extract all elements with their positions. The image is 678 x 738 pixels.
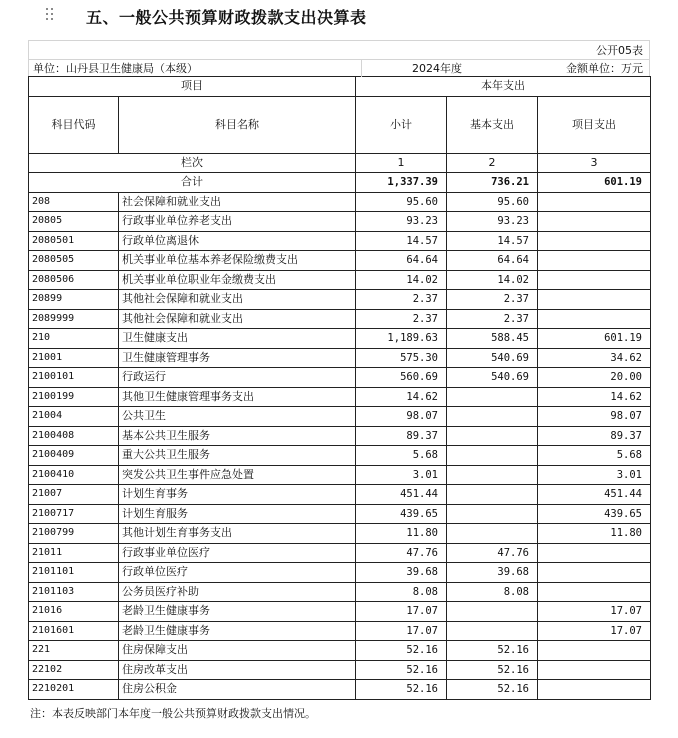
report-info-row — [28, 59, 650, 76]
row-subtotal: 14.62 — [356, 387, 447, 407]
header-project: 项目支出 — [538, 96, 651, 153]
row-project: 89.37 — [538, 426, 651, 446]
row-name: 其他计划生育事务支出 — [119, 524, 356, 544]
row-basic: 588.45 — [447, 329, 538, 349]
header-basic: 基本支出 — [447, 96, 538, 153]
row-basic: 64.64 — [447, 251, 538, 271]
row-subtotal: 64.64 — [356, 251, 447, 271]
row-project: 20.00 — [538, 368, 651, 388]
row-name: 卫生健康支出 — [119, 329, 356, 349]
row-project — [538, 660, 651, 680]
row-subtotal: 451.44 — [356, 485, 447, 505]
table-row — [29, 348, 651, 368]
page-title: 五、一般公共预算财政拨款支出决算表 — [86, 8, 367, 27]
total-row — [29, 173, 651, 193]
table-row — [29, 602, 651, 622]
header-current-year: 本年支出 — [356, 77, 651, 97]
row-code: 2100199 — [29, 387, 119, 407]
header-code: 科目代码 — [29, 96, 119, 153]
row-project: 3.01 — [538, 465, 651, 485]
row-basic — [447, 524, 538, 544]
row-name: 计划生育服务 — [119, 504, 356, 524]
row-code: 2089999 — [29, 309, 119, 329]
row-basic — [447, 407, 538, 427]
column-number-label: 栏次 — [29, 153, 356, 173]
row-subtotal: 8.08 — [356, 582, 447, 602]
row-code: 2101601 — [29, 621, 119, 641]
table-row — [29, 192, 651, 212]
column-number-2: 2 — [447, 153, 538, 173]
row-name: 住房保障支出 — [119, 641, 356, 661]
row-code: 210 — [29, 329, 119, 349]
row-basic — [447, 504, 538, 524]
row-code: 2080506 — [29, 270, 119, 290]
row-name: 公务员医疗补助 — [119, 582, 356, 602]
row-subtotal: 11.80 — [356, 524, 447, 544]
row-name: 卫生健康管理事务 — [119, 348, 356, 368]
row-subtotal: 98.07 — [356, 407, 447, 427]
column-number-1: 1 — [356, 153, 447, 173]
row-basic: 8.08 — [447, 582, 538, 602]
table-row — [29, 524, 651, 544]
row-code: 21011 — [29, 543, 119, 563]
row-basic: 540.69 — [447, 368, 538, 388]
table-row — [29, 465, 651, 485]
table-row — [29, 543, 651, 563]
row-subtotal: 17.07 — [356, 602, 447, 622]
row-project: 34.62 — [538, 348, 651, 368]
row-project: 439.65 — [538, 504, 651, 524]
row-subtotal: 47.76 — [356, 543, 447, 563]
row-subtotal: 439.65 — [356, 504, 447, 524]
row-code: 21016 — [29, 602, 119, 622]
column-number-row — [29, 153, 651, 173]
row-code: 2210201 — [29, 680, 119, 700]
row-subtotal: 17.07 — [356, 621, 447, 641]
row-name: 社会保障和就业支出 — [119, 192, 356, 212]
row-name: 老龄卫生健康事务 — [119, 602, 356, 622]
row-project: 451.44 — [538, 485, 651, 505]
row-basic — [447, 446, 538, 466]
row-name: 重大公共卫生服务 — [119, 446, 356, 466]
row-subtotal: 1,189.63 — [356, 329, 447, 349]
row-name: 住房改革支出 — [119, 660, 356, 680]
row-project — [538, 582, 651, 602]
row-code: 2101103 — [29, 582, 119, 602]
table-row — [29, 446, 651, 466]
row-basic: 93.23 — [447, 212, 538, 232]
table-row — [29, 212, 651, 232]
header-row-2 — [29, 96, 651, 153]
row-code: 2080501 — [29, 231, 119, 251]
row-code: 2080505 — [29, 251, 119, 271]
row-code: 20899 — [29, 290, 119, 310]
row-name: 公共卫生 — [119, 407, 356, 427]
row-name: 行政事业单位养老支出 — [119, 212, 356, 232]
row-code: 2100799 — [29, 524, 119, 544]
row-project: 601.19 — [538, 329, 651, 349]
header-row-1 — [29, 77, 651, 97]
row-project: 11.80 — [538, 524, 651, 544]
expenditure-table — [28, 76, 651, 700]
table-row — [29, 563, 651, 583]
header-subtotal: 小计 — [356, 96, 447, 153]
table-row — [29, 680, 651, 700]
table-row — [29, 485, 651, 505]
table-row — [29, 660, 651, 680]
table-row — [29, 582, 651, 602]
table-row — [29, 290, 651, 310]
table-row — [29, 407, 651, 427]
row-name: 行政事业单位医疗 — [119, 543, 356, 563]
total-subtotal: 1,337.39 — [356, 173, 447, 193]
row-name: 基本公共卫生服务 — [119, 426, 356, 446]
row-code: 208 — [29, 192, 119, 212]
row-project — [538, 270, 651, 290]
table-note: 注：本表反映部门本年度一般公共预算财政拨款支出情况。 — [30, 707, 316, 720]
row-name: 机关事业单位基本养老保险缴费支出 — [119, 251, 356, 271]
row-basic: 39.68 — [447, 563, 538, 583]
row-name: 其他社会保障和就业支出 — [119, 309, 356, 329]
row-subtotal: 2.37 — [356, 290, 447, 310]
row-code: 2100409 — [29, 446, 119, 466]
row-project: 5.68 — [538, 446, 651, 466]
table-row — [29, 270, 651, 290]
row-subtotal: 14.02 — [356, 270, 447, 290]
row-code: 2100410 — [29, 465, 119, 485]
row-basic — [447, 485, 538, 505]
row-project — [538, 251, 651, 271]
row-basic: 540.69 — [447, 348, 538, 368]
header-name: 科目名称 — [119, 96, 356, 153]
drag-handle-icon[interactable] — [46, 8, 56, 24]
row-code: 2101101 — [29, 563, 119, 583]
row-subtotal: 2.37 — [356, 309, 447, 329]
row-name: 计划生育事务 — [119, 485, 356, 505]
row-basic — [447, 621, 538, 641]
row-name: 住房公积金 — [119, 680, 356, 700]
table-row — [29, 309, 651, 329]
row-project — [538, 543, 651, 563]
table-row — [29, 621, 651, 641]
row-subtotal: 89.37 — [356, 426, 447, 446]
row-code: 21007 — [29, 485, 119, 505]
row-basic: 95.60 — [447, 192, 538, 212]
row-basic: 2.37 — [447, 290, 538, 310]
row-subtotal: 14.57 — [356, 231, 447, 251]
row-code: 21001 — [29, 348, 119, 368]
row-name: 行政单位离退休 — [119, 231, 356, 251]
row-project — [538, 212, 651, 232]
row-project: 17.07 — [538, 602, 651, 622]
row-code: 20805 — [29, 212, 119, 232]
row-name: 其他社会保障和就业支出 — [119, 290, 356, 310]
row-code: 22102 — [29, 660, 119, 680]
row-name: 突发公共卫生事件应急处置 — [119, 465, 356, 485]
table-row — [29, 641, 651, 661]
row-basic: 2.37 — [447, 309, 538, 329]
row-subtotal: 39.68 — [356, 563, 447, 583]
row-basic: 52.16 — [447, 660, 538, 680]
table-body — [29, 192, 651, 699]
row-project — [538, 309, 651, 329]
row-name: 行政运行 — [119, 368, 356, 388]
row-code: 2100717 — [29, 504, 119, 524]
row-basic: 14.57 — [447, 231, 538, 251]
row-project — [538, 641, 651, 661]
total-basic: 736.21 — [447, 173, 538, 193]
row-code: 2100408 — [29, 426, 119, 446]
header-item: 项目 — [29, 77, 356, 97]
row-subtotal: 560.69 — [356, 368, 447, 388]
table-row — [29, 426, 651, 446]
row-name: 行政单位医疗 — [119, 563, 356, 583]
row-name: 老龄卫生健康事务 — [119, 621, 356, 641]
row-subtotal: 93.23 — [356, 212, 447, 232]
report-sheet — [28, 40, 650, 700]
row-subtotal: 52.16 — [356, 641, 447, 661]
row-code: 2100101 — [29, 368, 119, 388]
row-basic — [447, 465, 538, 485]
column-number-3: 3 — [538, 153, 651, 173]
table-row — [29, 251, 651, 271]
row-project — [538, 231, 651, 251]
unit-label: 单位：山丹县卫生健康局（本级） — [33, 62, 198, 75]
row-project — [538, 680, 651, 700]
row-basic — [447, 602, 538, 622]
row-name: 机关事业单位职业年金缴费支出 — [119, 270, 356, 290]
row-basic — [447, 426, 538, 446]
row-basic: 52.16 — [447, 680, 538, 700]
row-basic: 14.02 — [447, 270, 538, 290]
report-year: 2024年度 — [361, 60, 512, 77]
row-name: 其他卫生健康管理事务支出 — [119, 387, 356, 407]
row-basic: 52.16 — [447, 641, 538, 661]
table-row — [29, 368, 651, 388]
row-project — [538, 192, 651, 212]
row-code: 21004 — [29, 407, 119, 427]
row-project — [538, 563, 651, 583]
row-subtotal: 95.60 — [356, 192, 447, 212]
row-subtotal: 5.68 — [356, 446, 447, 466]
row-subtotal: 3.01 — [356, 465, 447, 485]
row-project: 17.07 — [538, 621, 651, 641]
row-subtotal: 575.30 — [356, 348, 447, 368]
table-row — [29, 504, 651, 524]
money-unit: 金额单位：万元 — [566, 62, 643, 75]
row-project: 14.62 — [538, 387, 651, 407]
row-basic — [447, 387, 538, 407]
row-project: 98.07 — [538, 407, 651, 427]
row-subtotal: 52.16 — [356, 660, 447, 680]
form-number: 公开05表 — [28, 40, 650, 59]
row-basic: 47.76 — [447, 543, 538, 563]
row-subtotal: 52.16 — [356, 680, 447, 700]
row-project — [538, 290, 651, 310]
table-row — [29, 231, 651, 251]
table-row — [29, 329, 651, 349]
row-code: 221 — [29, 641, 119, 661]
total-label: 合计 — [29, 173, 356, 193]
table-row — [29, 387, 651, 407]
total-project: 601.19 — [538, 173, 651, 193]
